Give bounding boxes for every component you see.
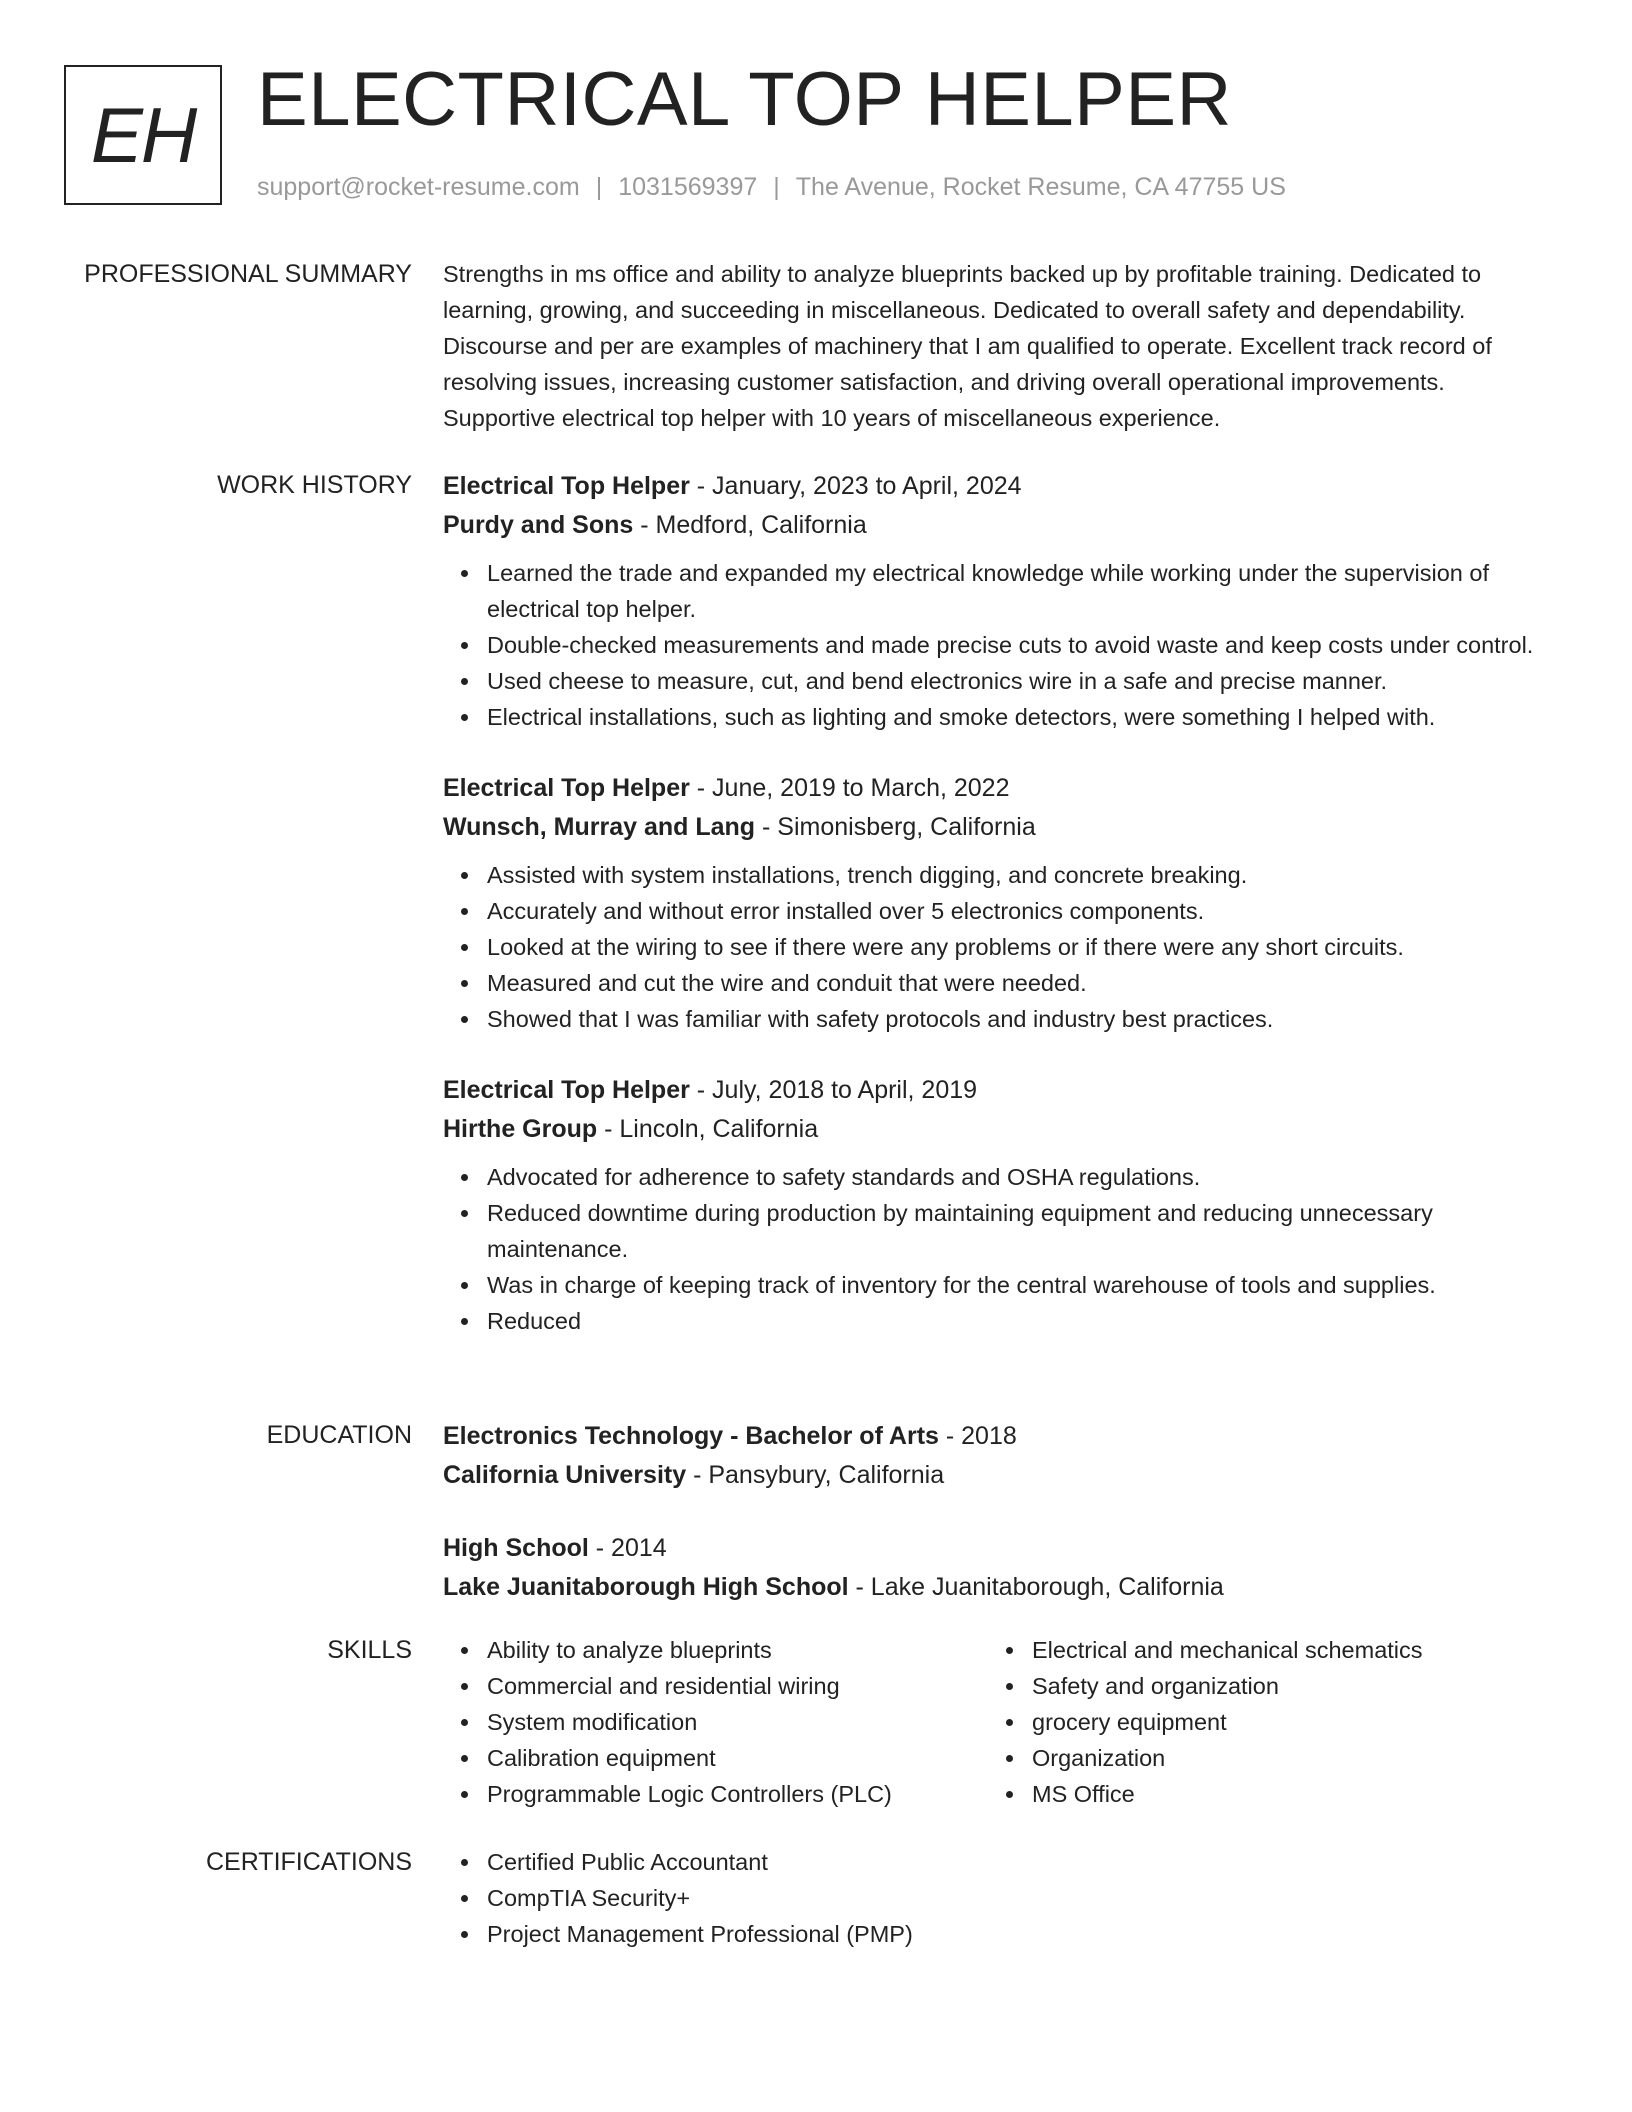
job-bullet: Reduced	[487, 1303, 1553, 1339]
summary-heading: PROFESSIONAL SUMMARY	[84, 260, 412, 288]
job-company-line	[443, 506, 1553, 545]
education-year: - 2014	[588, 1534, 667, 1562]
education-location: - Lake Juanitaborough, California	[848, 1573, 1224, 1601]
contact-address: The Avenue, Rocket Resume, CA 47755 US	[795, 173, 1286, 201]
monogram-initials: EH	[90, 90, 196, 179]
monogram-box	[64, 65, 222, 205]
certifications-body	[443, 1844, 1553, 1952]
skills-heading: SKILLS	[327, 1636, 412, 1664]
job-bullets	[443, 1159, 1553, 1339]
job-title-line	[443, 769, 1553, 808]
education-location: - Pansybury, California	[686, 1461, 945, 1489]
education-school: Lake Juanitaborough High School	[443, 1573, 849, 1601]
job-title-line	[443, 467, 1553, 506]
job-dates: - January, 2023 to April, 2024	[689, 472, 1022, 500]
work-history-heading: WORK HISTORY	[217, 471, 412, 499]
skills-list	[443, 1632, 988, 1812]
job-entry	[443, 769, 1553, 1037]
education-degree: High School	[443, 1534, 589, 1562]
job-dates: - June, 2019 to March, 2022	[689, 774, 1010, 802]
job-bullets	[443, 857, 1553, 1037]
education-school-line	[443, 1568, 1553, 1607]
job-bullet: Accurately and without error installed over 5 electronics components.	[487, 893, 1553, 929]
job-title: Electrical Top Helper	[443, 774, 690, 802]
skill-item: Ability to analyze blueprints	[487, 1632, 988, 1668]
contact-separator: |	[595, 173, 603, 201]
job-bullet: Assisted with system installations, trench digging, and concrete breaking.	[487, 857, 1553, 893]
job-company: Hirthe Group	[443, 1115, 598, 1143]
skill-item: Electrical and mechanical schematics	[1032, 1632, 1488, 1668]
job-bullet: Looked at the wiring to see if there were any problems or if there were any short circuits.	[487, 929, 1553, 965]
job-dates: - July, 2018 to April, 2019	[689, 1076, 978, 1104]
education-school: California University	[443, 1461, 687, 1489]
skill-item: Programmable Logic Controllers (PLC)	[487, 1776, 988, 1812]
job-bullet: Showed that I was familiar with safety protocols and industry best practices.	[487, 1001, 1553, 1037]
job-bullet: Electrical installations, such as lighting and smoke detectors, were something I helped with.	[487, 699, 1553, 735]
job-entry	[443, 1071, 1553, 1339]
skill-item: MS Office	[1032, 1776, 1488, 1812]
skills-body	[443, 1632, 1553, 1812]
job-entry	[443, 467, 1553, 735]
work-history-body	[443, 467, 1553, 1373]
job-location: - Medford, California	[633, 511, 867, 539]
candidate-name: ELECTRICAL TOP HELPER	[257, 57, 1232, 142]
job-company-line	[443, 1110, 1553, 1149]
education-degree: Electronics Technology - Bachelor of Arts	[443, 1422, 939, 1450]
education-entry	[443, 1417, 1553, 1495]
job-bullet: Used cheese to measure, cut, and bend electronics wire in a safe and precise manner.	[487, 663, 1553, 699]
skill-item: Calibration equipment	[487, 1740, 988, 1776]
education-school-line	[443, 1456, 1553, 1495]
contact-separator: |	[773, 173, 780, 201]
education-degree-line	[443, 1529, 1553, 1568]
education-entry	[443, 1529, 1553, 1607]
job-bullet: Learned the trade and expanded my electrical knowledge while working under the supervision of electrical top helper.	[487, 555, 1553, 627]
certification-item: Project Management Professional (PMP)	[487, 1916, 1553, 1952]
job-bullet: Advocated for adherence to safety standards and OSHA regulations.	[487, 1159, 1553, 1195]
skills-columns	[443, 1632, 1553, 1812]
job-bullet: Was in charge of keeping track of inventory for the central warehouse of tools and supplies.	[487, 1267, 1553, 1303]
job-bullet: Double-checked measurements and made precise cuts to avoid waste and keep costs under control.	[487, 627, 1553, 663]
summary-text: Strengths in ms office and ability to analyze blueprints backed up by profitable training. Dedicated to learning, growing, and succeeding in miscellaneous. Dedicated to overall safety and dependability. Discourse and per are examples of machinery that I am qualified to operate. Excellent track record of resolving issues, increasing customer satisfaction, and driving overall operational improvements. Supportive electrical top helper with 10 years of miscellaneous experience.	[443, 261, 1492, 431]
job-title: Electrical Top Helper	[443, 472, 690, 500]
contact-email: support@rocket-resume.com	[257, 173, 580, 201]
skill-item: System modification	[487, 1704, 988, 1740]
certifications-list	[443, 1844, 1553, 1952]
skill-item: Commercial and residential wiring	[487, 1668, 988, 1704]
certification-item: CompTIA Security+	[487, 1880, 1553, 1916]
skills-column-1	[443, 1632, 988, 1812]
summary-body	[443, 256, 1553, 436]
skills-column-2	[988, 1632, 1488, 1812]
skill-item: grocery equipment	[1032, 1704, 1488, 1740]
job-title: Electrical Top Helper	[443, 1076, 690, 1104]
job-company: Wunsch, Murray and Lang	[443, 813, 756, 841]
job-bullets	[443, 555, 1553, 735]
job-company-line	[443, 808, 1553, 847]
skill-item: Organization	[1032, 1740, 1488, 1776]
job-bullet: Measured and cut the wire and conduit that were needed.	[487, 965, 1553, 1001]
job-bullet: Reduced downtime during production by maintaining equipment and reducing unnecessary maintenance.	[487, 1195, 1553, 1267]
job-location: - Lincoln, California	[597, 1115, 819, 1143]
job-company: Purdy and Sons	[443, 511, 634, 539]
job-title-line	[443, 1071, 1553, 1110]
contact-line	[257, 173, 1286, 202]
education-year: - 2018	[938, 1422, 1017, 1450]
contact-phone: 1031569397	[618, 173, 758, 201]
skill-item: Safety and organization	[1032, 1668, 1488, 1704]
education-body	[443, 1417, 1553, 1641]
certifications-heading: CERTIFICATIONS	[205, 1848, 412, 1876]
skills-list	[988, 1632, 1488, 1812]
education-heading: EDUCATION	[266, 1421, 412, 1449]
certification-item: Certified Public Accountant	[487, 1844, 1553, 1880]
education-degree-line	[443, 1417, 1553, 1456]
job-location: - Simonisberg, California	[755, 813, 1036, 841]
